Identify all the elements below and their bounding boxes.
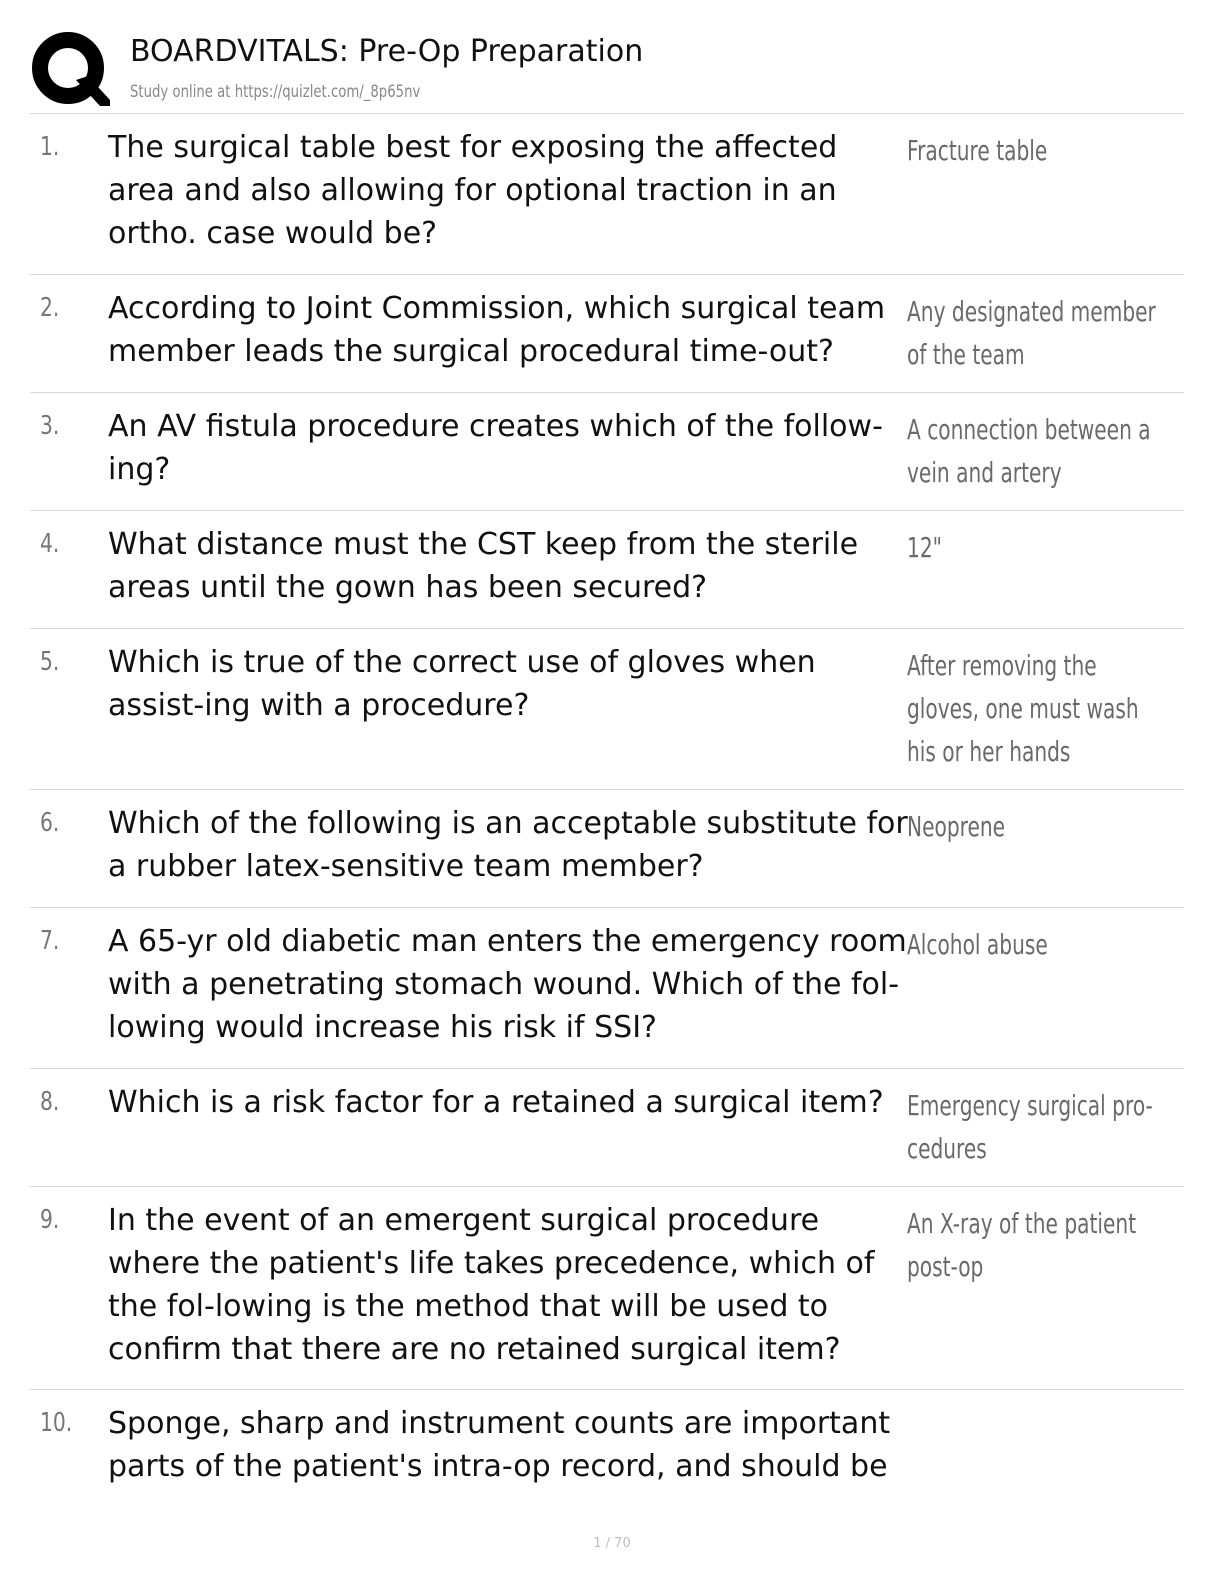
item-number: 7. [40, 926, 60, 956]
quizlet-logo-icon [30, 30, 110, 110]
item-number: 8. [40, 1087, 60, 1117]
flashcard-row [30, 393, 1184, 511]
item-number: 9. [40, 1205, 60, 1235]
question-text: An AV fistula procedure creates which of the follow-ing? [108, 409, 883, 487]
item-number: 4. [40, 529, 60, 559]
question-text: Which is true of the correct use of gloves when assist-ing with a procedure? [108, 645, 816, 723]
answer-text: Alcohol abuse [907, 928, 1048, 961]
question-text: The surgical table best for exposing the affected area and also allowing for optional traction in an ortho. case would be? [108, 130, 838, 251]
flashcard-row [30, 511, 1184, 629]
flashcard-row [30, 790, 1184, 908]
flashcard-row [30, 629, 1184, 790]
item-number: 6. [40, 808, 60, 838]
question-text: Sponge, sharp and instrument counts are important parts of the patient's intra-op record, and should be [108, 1406, 891, 1484]
flashcard-row [30, 908, 1184, 1069]
question-text: What distance must the CST keep from the sterile areas until the gown has been secured? [108, 527, 859, 605]
flashcard-list [30, 114, 1184, 1500]
answer-text: Fracture table [907, 134, 1048, 167]
answer-text: Any designated member of the team [907, 295, 1156, 371]
flashcard-row [30, 114, 1184, 275]
answer-text: Emergency surgical pro-cedures [907, 1089, 1153, 1165]
flashcard-row [30, 1187, 1184, 1390]
item-number: 3. [40, 411, 60, 441]
question-text: In the event of an emergent surgical procedure where the patient's life takes precedence, which of the fol-lowing is the method that will be used to confirm that there are no retained surgical item? [108, 1203, 875, 1367]
answer-text: 12" [907, 531, 942, 564]
question-text: A 65-yr old diabetic man enters the emergency room with a penetrating stomach wound. Which of the fol-lowing would increase his risk if SSI? [108, 924, 907, 1045]
question-text: Which of the following is an acceptable substitute for a rubber latex-sensitive team member? [108, 806, 908, 884]
item-number: 2. [40, 293, 60, 323]
answer-text: A connection between a vein and artery [907, 413, 1151, 489]
flashcard-row [30, 1390, 1184, 1500]
flashcard-row [30, 1069, 1184, 1187]
item-number: 5. [40, 647, 60, 677]
answer-text: Neoprene [907, 810, 1006, 843]
page-title: BOARDVITALS: Pre-Op Preparation [130, 34, 644, 69]
item-number: 1. [40, 132, 60, 162]
answer-text: An X-ray of the patient post-op [907, 1207, 1137, 1283]
flashcard-row [30, 275, 1184, 393]
item-number: 10. [40, 1408, 73, 1438]
answer-text: After removing the gloves, one must wash his or her hands [907, 649, 1139, 768]
question-text: Which is a risk factor for a retained a surgical item? [108, 1085, 884, 1120]
page-number: 1 / 70 [593, 1536, 631, 1551]
study-link[interactable]: Study online at https://quizlet.com/_8p65nv [130, 82, 421, 102]
question-text: According to Joint Commission, which surgical team member leads the surgical procedural time-out? [108, 291, 886, 369]
